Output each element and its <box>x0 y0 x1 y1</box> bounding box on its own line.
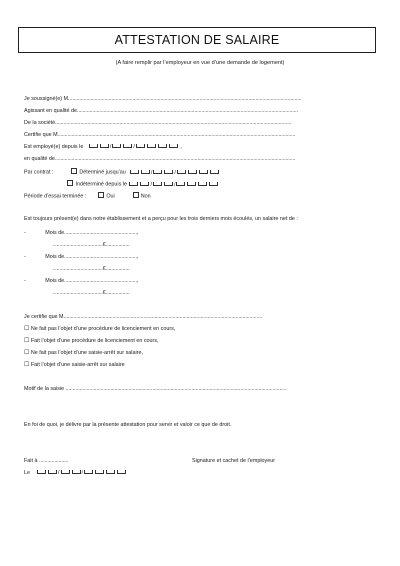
checkbox-indetermine[interactable] <box>67 180 73 186</box>
certify-option-4[interactable]: ☐ Fait l’objet d’une saisie-arrêt sur salaire <box>24 362 125 368</box>
date-boxes[interactable]: / / <box>129 170 220 177</box>
signature-label: Signature et cachet de l’employeur <box>192 458 276 464</box>
certify-option-2[interactable]: ☐ Fait l’objet d’une procédure de licenciement en cours, <box>24 338 159 344</box>
amount-row-3[interactable]: ....................................€................. <box>52 290 130 296</box>
contract-row-indetermine: Indéterminé depuis le / / <box>24 180 219 189</box>
checkbox-non[interactable] <box>133 192 139 198</box>
field-certify-name[interactable]: Je certifie que M.............................................................................................................................................. <box>24 314 263 320</box>
field-agissant[interactable]: Agissant en qualité de.............................................................................................................................................................. <box>24 108 298 114</box>
checkbox-icon[interactable]: ☐ <box>24 362 30 368</box>
date-boxes[interactable]: / / <box>88 144 179 151</box>
month-row-2[interactable]: - Mois de...................................................., <box>24 254 139 260</box>
document-subtitle: (A faire remplir par l’employeur en vue d’une demande de logement) <box>115 60 285 66</box>
checkbox-oui[interactable] <box>98 192 104 198</box>
certify-option-1[interactable]: ☐ Ne fait pas l’objet d’une procédure de licenciement en cours, <box>24 326 176 332</box>
closing-statement: En foi de quoi, je délivre par la présente attestation pour servir et valoir ce que de droit. <box>24 422 232 428</box>
amount-row-2[interactable]: ....................................€................. <box>52 266 130 272</box>
field-soussigne[interactable]: Je soussigné(e) M....................................................................................................................................................................... <box>24 96 302 102</box>
document-title: ATTESTATION DE SALAIRE <box>18 27 376 53</box>
field-date-le[interactable]: Le / / <box>24 470 127 477</box>
field-certifie[interactable]: Certifie que M.......................................................................................................................................................................... <box>24 132 296 138</box>
amount-row-1[interactable]: ....................................€................. <box>52 242 130 248</box>
trial-period-row: Période d’essai terminée : Oui Non <box>24 193 151 200</box>
field-qualite[interactable]: en qualité de............................................................................................................................................................................ <box>24 156 296 162</box>
date-boxes[interactable]: / / <box>36 470 127 477</box>
salary-intro: Est toujours présent(e) dans notre établissement et a perçu pour les trois derniers mois écoulés, un salaire net de : <box>24 216 298 222</box>
certify-option-3[interactable]: ☐ Ne fait pas l’objet d’une saisie-arrêt sur salaire, <box>24 350 143 356</box>
field-motif[interactable]: Motif de la saisie .............................................................................................................................................................. <box>24 386 287 392</box>
contract-row-determine: Par contrat : Déterminé jusqu’au / / <box>24 168 220 177</box>
field-fait-a[interactable]: Fait à ..................... <box>24 458 69 464</box>
checkbox-icon[interactable]: ☐ <box>24 350 30 356</box>
checkbox-determine[interactable] <box>71 168 77 174</box>
field-employe-depuis[interactable]: Est employé(e) depuis le / / , <box>24 144 182 150</box>
date-boxes[interactable]: / / <box>128 182 219 189</box>
month-row-3[interactable]: - Mois de...................................................., <box>24 278 139 284</box>
month-row-1[interactable]: - Mois de...................................................., <box>24 230 139 236</box>
checkbox-icon[interactable]: ☐ <box>24 338 30 344</box>
field-societe[interactable]: De la société......................................................................................................................................................................... <box>24 120 292 126</box>
checkbox-icon[interactable]: ☐ <box>24 326 30 332</box>
